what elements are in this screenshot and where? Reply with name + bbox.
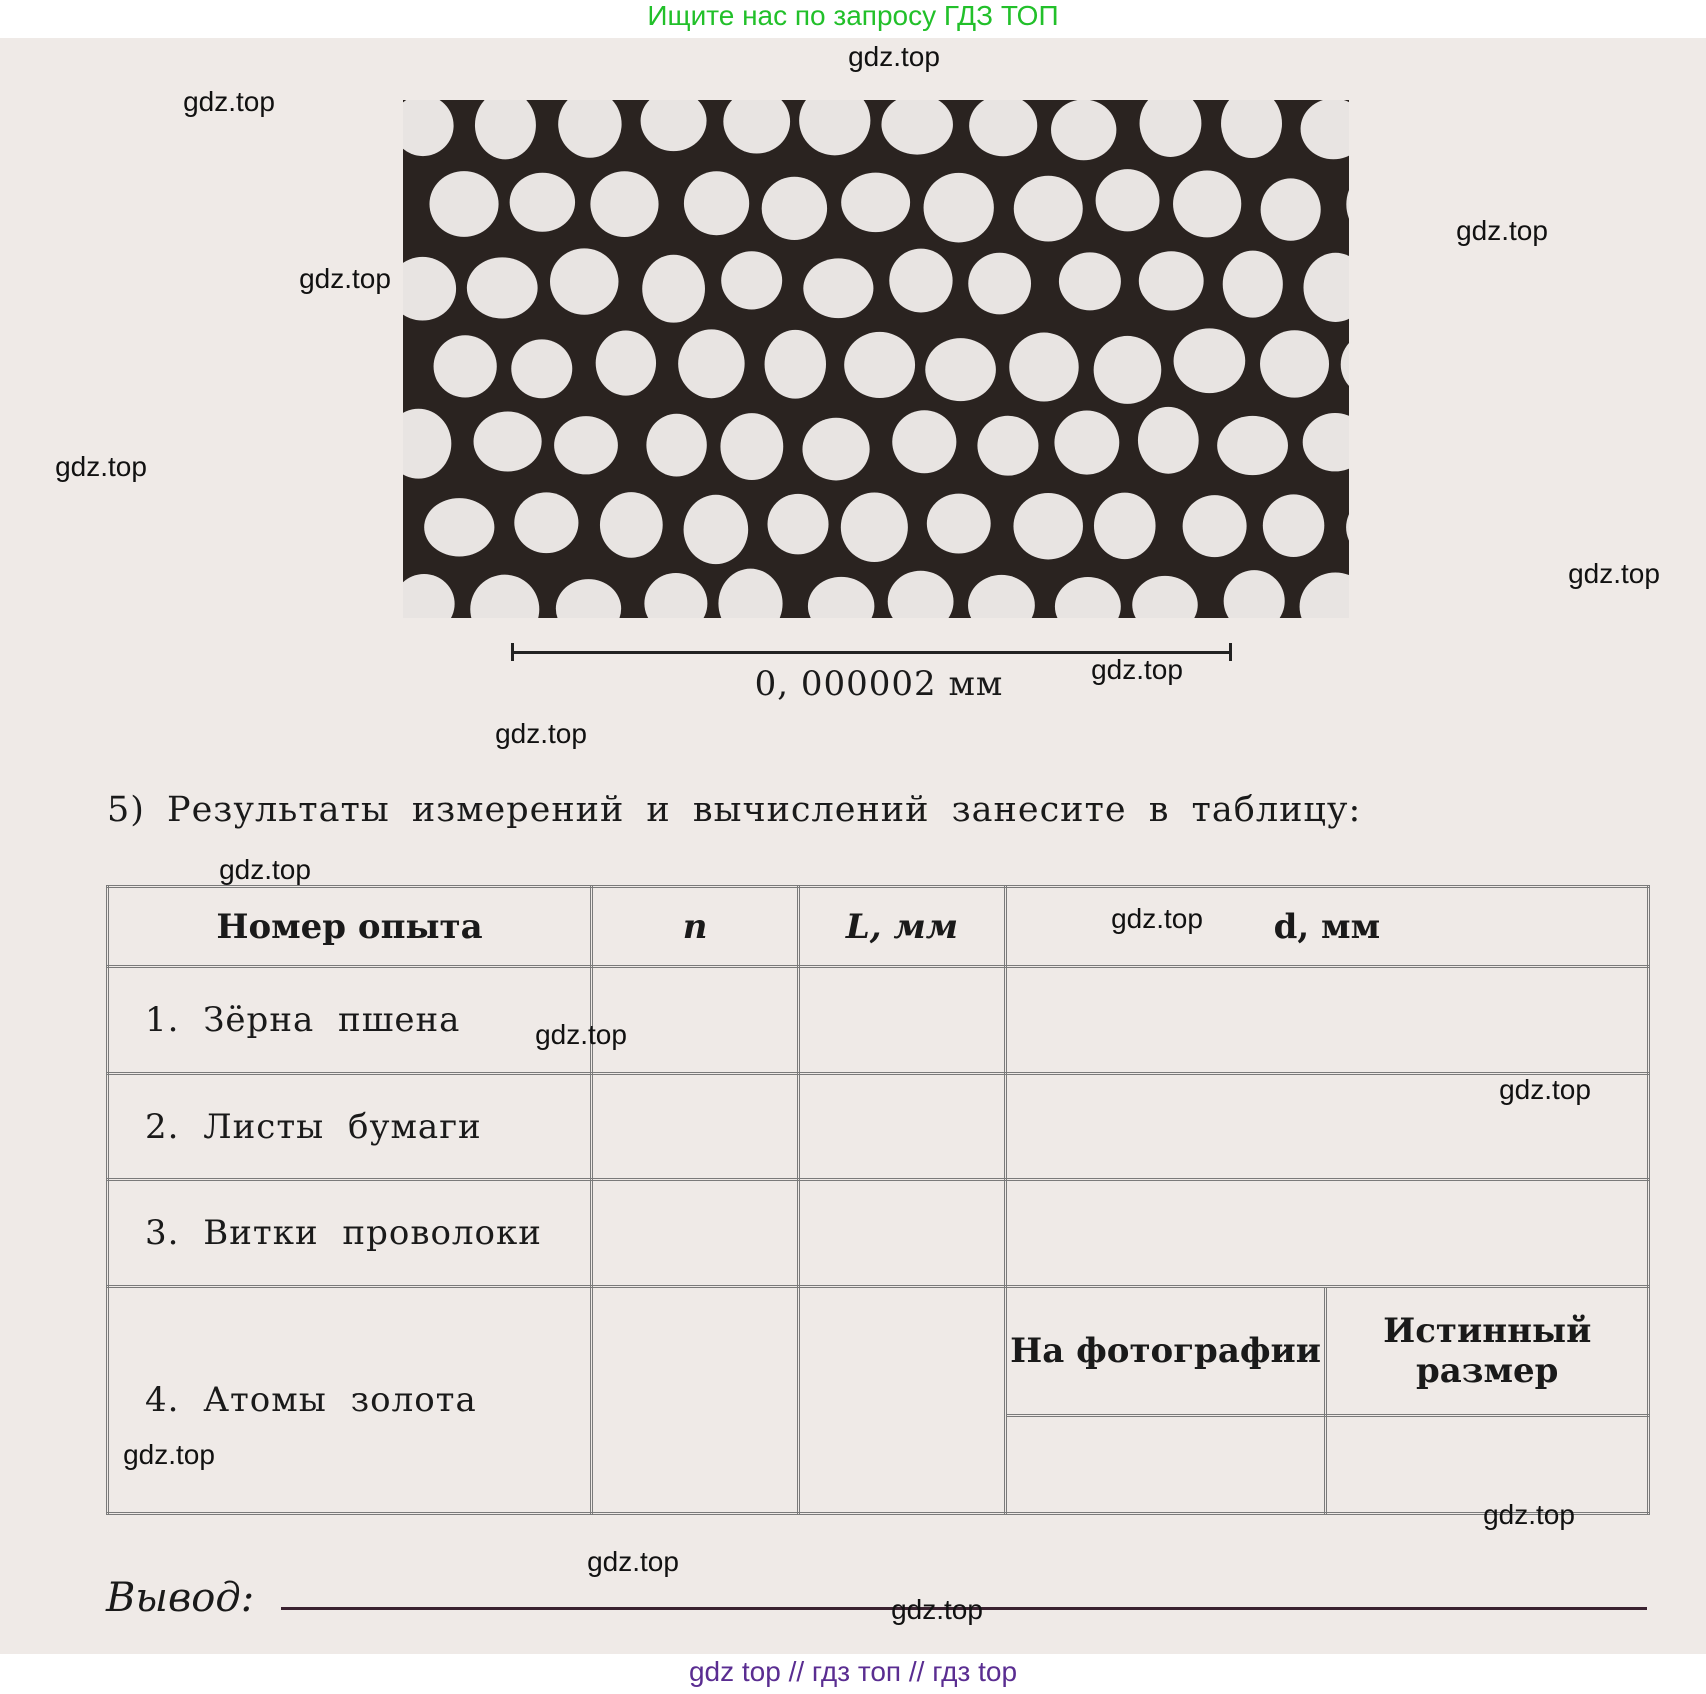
scale-label: 0, 000002 мм xyxy=(754,664,1004,704)
watermark: gdz.top xyxy=(495,718,587,749)
row-label: 4. Атомы золота xyxy=(108,1287,592,1514)
atom-blob xyxy=(841,173,910,233)
cell-n[interactable] xyxy=(592,1180,799,1287)
atom-blob xyxy=(925,338,996,401)
cell-L[interactable] xyxy=(799,967,1005,1074)
atom-blob xyxy=(642,255,705,323)
header-L-text: L, мм xyxy=(845,906,959,947)
cell-n[interactable] xyxy=(592,1287,799,1514)
atom-blob xyxy=(424,498,494,556)
cell-d[interactable] xyxy=(1005,967,1648,1074)
atom-blob xyxy=(403,100,454,156)
row-label: 1. Зёрна пшена xyxy=(108,967,592,1074)
cell-d-photo[interactable] xyxy=(1005,1416,1326,1514)
atom-blob xyxy=(1094,336,1162,404)
atom-blob xyxy=(1300,572,1349,618)
atom-blob xyxy=(510,173,575,232)
watermark: gdz.top xyxy=(1456,215,1548,246)
atom-blob xyxy=(470,575,539,618)
atom-blob xyxy=(1054,410,1119,474)
atom-blob xyxy=(889,249,952,313)
footer-links: gdz top // гдз топ // гдз top xyxy=(688,1656,1018,1687)
watermark: gdz.top xyxy=(55,451,147,482)
task-heading: 5) Результаты измерений и вычислений занесите в таблицу: xyxy=(107,790,1362,830)
atom-blob xyxy=(881,100,952,155)
atom-blob xyxy=(678,329,744,398)
atom-blob xyxy=(1132,576,1198,618)
search-banner: Ищите нас по запросу ГДЗ ТОП xyxy=(647,0,1059,31)
atom-blob xyxy=(590,171,658,237)
cell-d[interactable] xyxy=(1005,1180,1648,1287)
atom-blob xyxy=(641,100,707,151)
atom-blob xyxy=(684,171,749,235)
atom-blob xyxy=(1014,176,1083,242)
atom-blob xyxy=(1303,253,1349,322)
watermark: gdz.top xyxy=(1499,1074,1591,1105)
atom-blob xyxy=(1139,251,1204,310)
atom-blob xyxy=(888,571,954,618)
atom-blob xyxy=(550,248,618,314)
watermark: gdz.top xyxy=(183,86,275,117)
atom-blob xyxy=(718,569,782,618)
atom-blob xyxy=(1346,169,1349,239)
atom-blob xyxy=(968,253,1031,315)
atom-blob xyxy=(558,100,621,158)
cell-L[interactable] xyxy=(799,1287,1005,1514)
atom-blob xyxy=(403,409,451,479)
atom-blob xyxy=(644,573,707,618)
watermark: gdz.top xyxy=(587,1546,679,1577)
atom-blob xyxy=(1096,169,1160,231)
atom-blob xyxy=(765,330,826,399)
atom-blob xyxy=(1094,493,1156,560)
watermark: gdz.top xyxy=(891,1594,983,1625)
atom-blob xyxy=(434,335,497,397)
header-n: n xyxy=(592,887,799,967)
watermark: gdz.top xyxy=(299,263,391,294)
atom-blob xyxy=(1301,100,1349,159)
atom-blob xyxy=(841,492,908,562)
header-experiment: Номер опыта xyxy=(108,887,592,967)
atom-blob xyxy=(403,574,455,618)
atom-blob xyxy=(596,330,656,395)
atom-blob xyxy=(1223,251,1283,318)
cell-L[interactable] xyxy=(799,1074,1005,1180)
atom-blob xyxy=(802,418,869,481)
atom-blob xyxy=(803,258,873,318)
atom-blob xyxy=(1260,330,1329,397)
row-label: 3. Витки проволоки xyxy=(108,1180,592,1287)
atom-blob xyxy=(514,492,578,553)
atom-blob xyxy=(721,251,782,309)
atom-blob xyxy=(927,494,991,554)
atom-blob xyxy=(646,414,706,477)
atom-blob xyxy=(1174,328,1246,393)
atom-blob xyxy=(892,410,956,473)
atom-blob xyxy=(762,177,827,240)
atom-blob xyxy=(1138,407,1199,474)
header-d xyxy=(1005,887,1648,967)
watermark: gdz.top xyxy=(1568,558,1660,589)
row-label: 2. Листы бумаги xyxy=(108,1074,592,1180)
conclusion-label: Вывод: xyxy=(106,1575,255,1621)
atom-blob xyxy=(1303,413,1349,471)
atom-blob xyxy=(1261,178,1321,240)
atom-blob xyxy=(600,492,663,558)
atom-blob xyxy=(808,577,874,618)
watermark: gdz.top xyxy=(535,1019,627,1050)
results-table xyxy=(106,885,1650,1515)
header-L xyxy=(799,887,1005,967)
watermark: gdz.top xyxy=(1091,654,1183,685)
atom-blob xyxy=(1059,252,1121,310)
cell-L[interactable] xyxy=(799,1180,1005,1287)
atom-blob xyxy=(1140,100,1202,157)
atom-blob xyxy=(1221,100,1282,158)
watermark: gdz.top xyxy=(123,1439,215,1470)
atom-blob xyxy=(1013,493,1082,559)
subheader-true-size: Истинный размер xyxy=(1326,1287,1649,1416)
atom-blob xyxy=(556,579,621,618)
watermark: gdz.top xyxy=(1111,903,1203,934)
atom-blob xyxy=(429,171,498,237)
atom-blob xyxy=(554,416,618,474)
atom-blob xyxy=(1173,171,1241,238)
atom-blob xyxy=(1263,494,1324,557)
subheader-photo: На фотографии xyxy=(1005,1287,1326,1416)
atom-blob xyxy=(1055,577,1121,618)
atom-blob xyxy=(1224,570,1285,618)
atom-blob xyxy=(475,100,536,159)
atom-blob xyxy=(723,100,790,154)
atom-blob xyxy=(1346,495,1349,559)
watermark: gdz.top xyxy=(219,854,311,885)
atoms-image xyxy=(403,100,1349,618)
watermark: gdz.top xyxy=(848,41,940,72)
header-d-text: d, мм xyxy=(1273,906,1381,947)
atom-blob xyxy=(768,494,829,555)
watermark: gdz.top xyxy=(1483,1499,1575,1530)
atom-blob xyxy=(924,173,994,243)
atom-blob xyxy=(467,257,538,318)
atom-blob xyxy=(720,413,783,480)
atom-blob xyxy=(1051,100,1116,160)
atom-blob xyxy=(1217,416,1288,475)
atom-blob xyxy=(799,100,870,155)
atom-blob xyxy=(511,339,572,398)
atom-blob xyxy=(474,412,542,472)
atom-blob xyxy=(1183,495,1247,557)
atom-blob xyxy=(684,495,749,564)
atom-blob xyxy=(844,332,915,398)
atom-blob xyxy=(977,416,1038,476)
atom-blob xyxy=(1009,333,1078,402)
gold-atoms-photo xyxy=(403,100,1349,618)
atom-blob xyxy=(968,575,1035,618)
atom-blob xyxy=(1341,331,1349,398)
atom-blob xyxy=(969,100,1037,156)
cell-n[interactable] xyxy=(592,1074,799,1180)
atom-blob xyxy=(403,257,456,321)
